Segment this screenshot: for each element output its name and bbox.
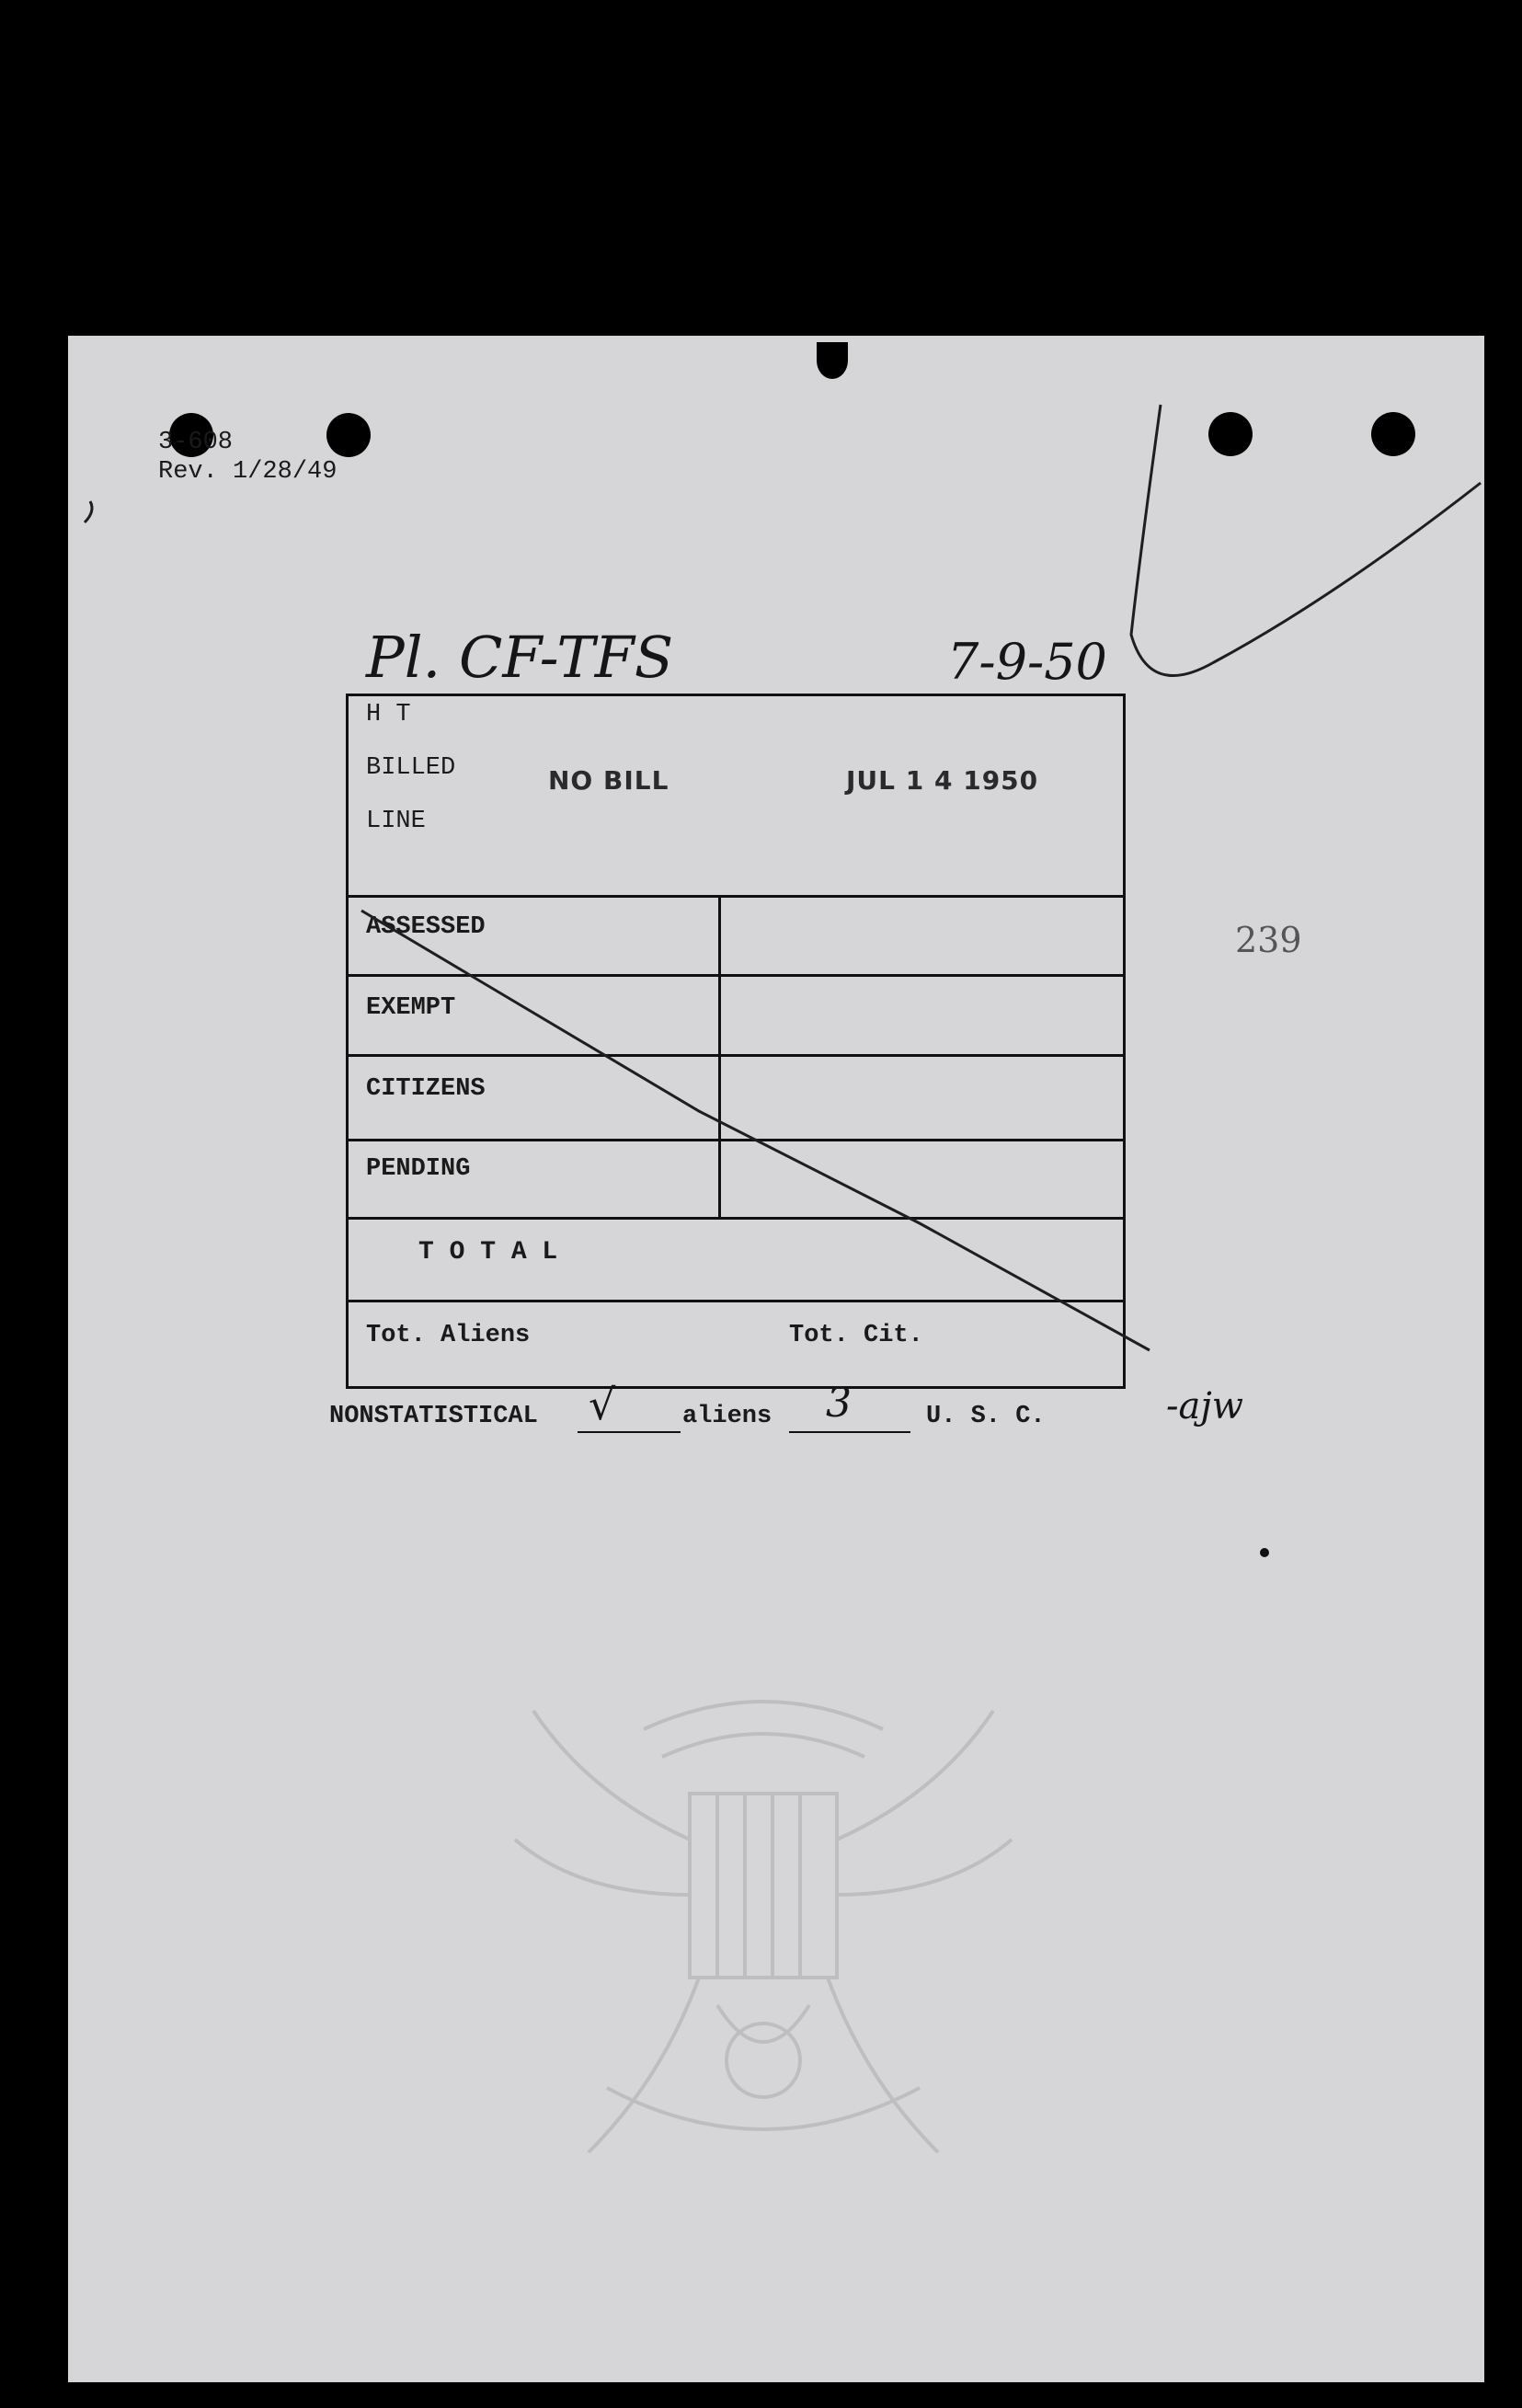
- header-line-billed: BILLED: [366, 754, 456, 782]
- aliens-label: aliens: [682, 1403, 772, 1430]
- strike-through-line: [361, 911, 1150, 1350]
- pen-tick: [85, 501, 92, 522]
- header-line-line: LINE: [366, 808, 426, 835]
- row-label-exempt: EXEMPT: [366, 994, 456, 1022]
- nonstatistical-label: NONSTATISTICAL: [329, 1403, 538, 1430]
- handwritten-initials: -ajw: [1166, 1385, 1244, 1428]
- form-revision: Rev. 1/28/49: [158, 458, 338, 486]
- handwritten-check: √: [589, 1380, 616, 1429]
- tot-aliens-label: Tot. Aliens: [366, 1322, 531, 1349]
- pen-dot: [1260, 1548, 1269, 1557]
- usc-label: U. S. C.: [926, 1403, 1046, 1430]
- page-number: 239: [1235, 920, 1302, 960]
- date-stamp: JUL 1 4 1950: [846, 765, 1039, 796]
- row-label-citizens: CITIZENS: [366, 1075, 486, 1103]
- handwritten-aliens-count: 3: [826, 1380, 852, 1427]
- handwritten-header: Pl. CF-TFS: [366, 624, 674, 691]
- row-label-assessed: ASSESSED: [366, 913, 486, 941]
- form-number: 3-608: [158, 429, 234, 456]
- row-label-pending: PENDING: [366, 1155, 471, 1183]
- no-bill-stamp: NO BILL: [548, 765, 669, 796]
- header-line-ht: H T: [366, 701, 411, 728]
- tot-cit-label: Tot. Cit.: [789, 1322, 923, 1349]
- handwritten-date: 7-9-50: [947, 633, 1107, 691]
- total-label: T O T A L: [418, 1238, 558, 1267]
- check-stroke: [1131, 405, 1481, 676]
